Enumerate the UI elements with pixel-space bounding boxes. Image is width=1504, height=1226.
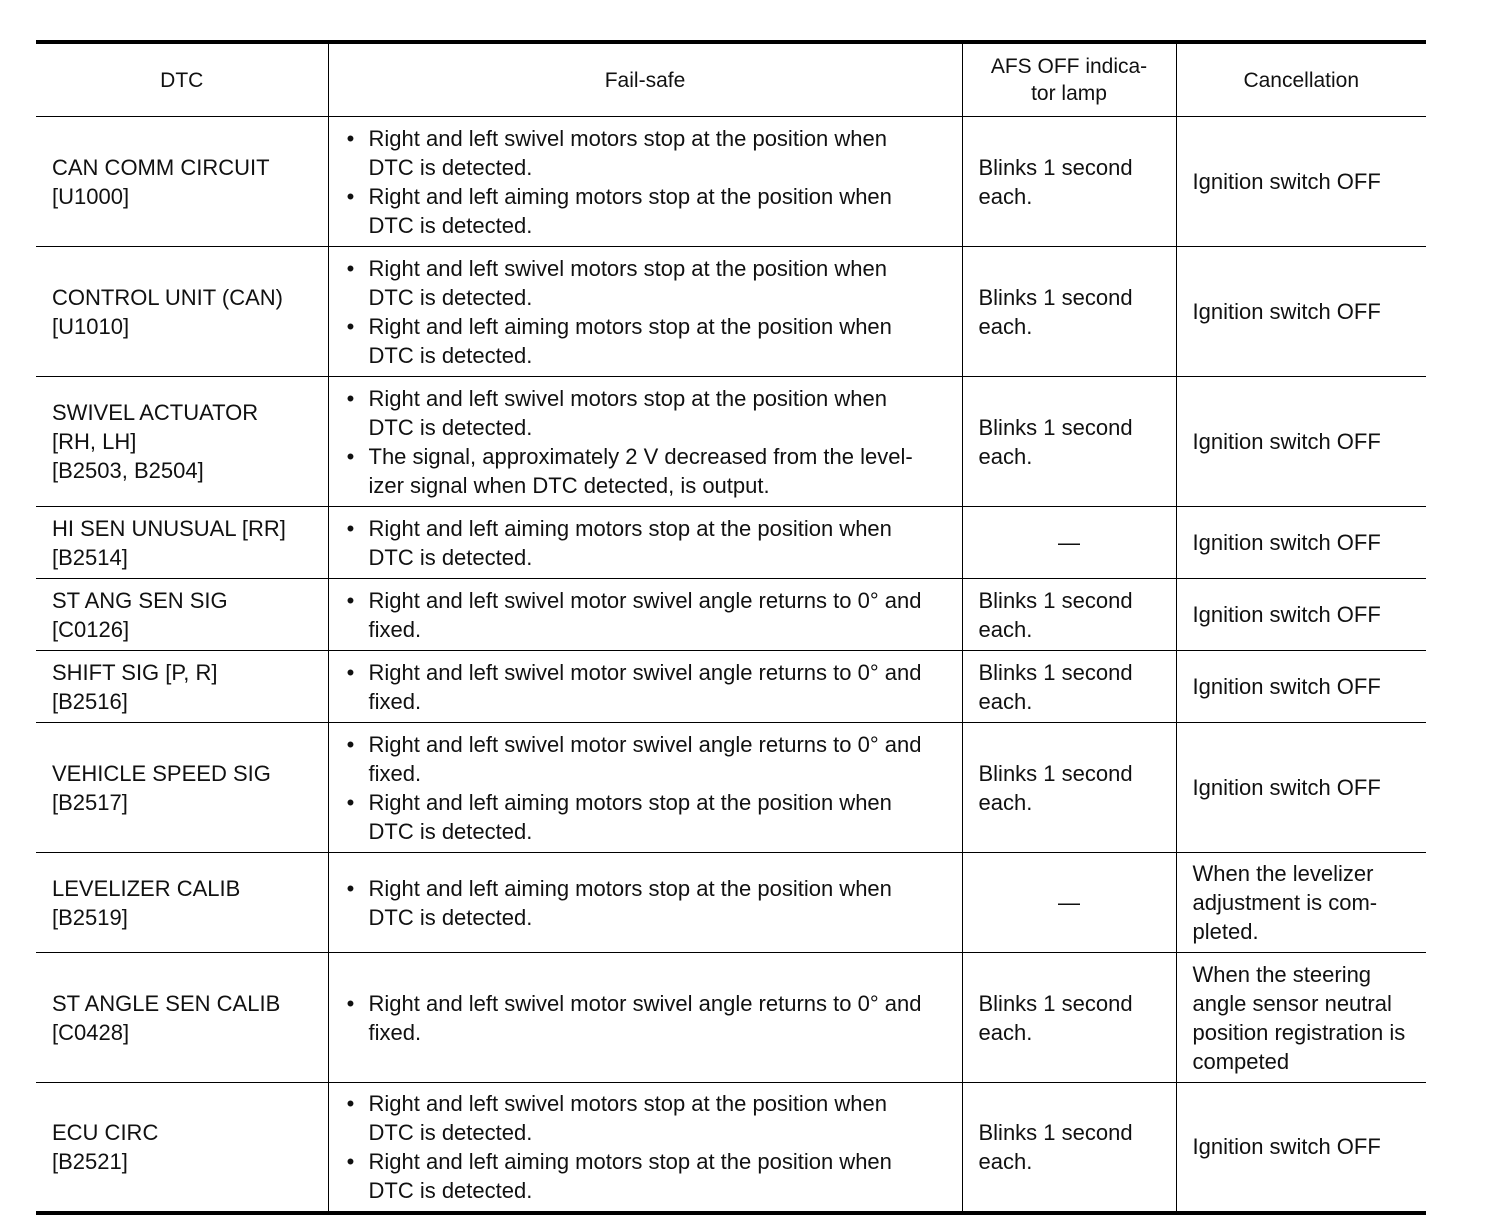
dtc-text: CAN COMM CIRCUIT <box>52 154 270 180</box>
failsafe-cell <box>328 377 962 507</box>
afs-indicator-text: each. <box>978 313 1033 339</box>
afs-indicator-text: — <box>1058 890 1080 915</box>
failsafe-item <box>343 730 954 788</box>
failsafe-text: izer signal when DTC detected, is output. <box>368 472 770 498</box>
failsafe-text: Right and left aiming motors stop at the position when <box>368 515 892 541</box>
cancellation-text: Ignition switch OFF <box>1192 674 1381 699</box>
afs-indicator-text: each. <box>978 183 1033 209</box>
failsafe-text: DTC is detected. <box>368 1119 533 1145</box>
afs-indicator-cell <box>962 507 1176 579</box>
table-body <box>36 117 1426 1213</box>
table-row <box>36 507 1426 579</box>
failsafe-cell <box>328 1083 962 1213</box>
afs-indicator-text: Blinks 1 second <box>978 154 1133 180</box>
dtc-cell <box>36 579 328 651</box>
dtc-cell <box>36 1083 328 1213</box>
cancellation-cell <box>1176 377 1426 507</box>
cancellation-text: When the levelizer <box>1192 861 1374 886</box>
failsafe-list <box>343 1089 954 1205</box>
dtc-text: [B2519] <box>52 904 128 930</box>
failsafe-item <box>343 1147 954 1205</box>
failsafe-text: Right and left swivel motor swivel angle returns to 0° and <box>368 587 922 613</box>
afs-indicator-text: each. <box>978 688 1033 714</box>
failsafe-text: Right and left swivel motor swivel angle returns to 0° and <box>368 990 922 1016</box>
dtc-text: [C0126] <box>52 616 130 642</box>
bullet-icon: • <box>346 255 355 281</box>
dtc-cell <box>36 117 328 247</box>
failsafe-text: Right and left aiming motors stop at the position when <box>368 313 892 339</box>
failsafe-cell <box>328 579 962 651</box>
table-row <box>36 117 1426 247</box>
cancellation-cell <box>1176 853 1426 953</box>
afs-indicator-cell <box>962 247 1176 377</box>
failsafe-text: Right and left swivel motors stop at the position when <box>368 1090 887 1116</box>
bullet-icon: • <box>346 313 355 339</box>
dtc-text: CONTROL UNIT (CAN) <box>52 284 283 310</box>
dtc-text: [U1000] <box>52 183 130 209</box>
failsafe-item <box>343 514 954 572</box>
afs-indicator-text: each. <box>978 1148 1033 1174</box>
cancellation-text: Ignition switch OFF <box>1192 299 1381 324</box>
bullet-icon: • <box>346 659 355 685</box>
table-row <box>36 723 1426 853</box>
cancellation-cell <box>1176 579 1426 651</box>
cancellation-cell <box>1176 953 1426 1083</box>
header-afs-line: tor lamp <box>1031 82 1107 105</box>
bullet-icon: • <box>346 875 355 901</box>
failsafe-text: DTC is detected. <box>368 284 533 310</box>
dtc-cell <box>36 507 328 579</box>
cancellation-cell <box>1176 117 1426 247</box>
cancellation-text: adjustment is com- <box>1192 890 1378 915</box>
table-row <box>36 247 1426 377</box>
cancellation-text: Ignition switch OFF <box>1192 602 1381 627</box>
afs-indicator-text: Blinks 1 second <box>978 659 1133 685</box>
failsafe-list <box>343 586 954 644</box>
afs-indicator-text: Blinks 1 second <box>978 990 1133 1016</box>
cancellation-text: Ignition switch OFF <box>1192 775 1381 800</box>
dtc-cell <box>36 723 328 853</box>
afs-indicator-text: Blinks 1 second <box>978 414 1133 440</box>
failsafe-item <box>343 124 954 182</box>
dtc-text: ECU CIRC <box>52 1119 159 1145</box>
header-failsafe: Fail-safe <box>328 42 962 117</box>
afs-indicator-cell <box>962 579 1176 651</box>
bullet-icon: • <box>346 731 355 757</box>
failsafe-cell <box>328 723 962 853</box>
afs-indicator-cell <box>962 953 1176 1083</box>
dtc-cell <box>36 247 328 377</box>
dtc-cell <box>36 377 328 507</box>
failsafe-list <box>343 989 954 1047</box>
cancellation-text: When the steering <box>1192 961 1372 987</box>
table-row <box>36 377 1426 507</box>
failsafe-list <box>343 124 954 240</box>
table-header <box>36 42 1426 117</box>
dtc-failsafe-table <box>36 40 1426 1215</box>
dtc-text: [B2514] <box>52 544 128 570</box>
table-row <box>36 853 1426 953</box>
failsafe-text: The signal, approximately 2 V decreased from the level- <box>368 443 913 469</box>
failsafe-item <box>343 442 954 500</box>
failsafe-text: DTC is detected. <box>368 154 533 180</box>
cancellation-text: Ignition switch OFF <box>1192 530 1381 555</box>
afs-indicator-text: Blinks 1 second <box>978 760 1133 786</box>
bullet-icon: • <box>346 515 355 541</box>
afs-indicator-cell <box>962 377 1176 507</box>
dtc-text: [B2517] <box>52 789 128 815</box>
failsafe-text: fixed. <box>368 616 422 642</box>
dtc-text: SHIFT SIG [P, R] <box>52 659 218 685</box>
cancellation-text: Ignition switch OFF <box>1192 1134 1381 1160</box>
dtc-text: [U1010] <box>52 313 130 339</box>
table-row <box>36 953 1426 1083</box>
header-row <box>36 42 1426 117</box>
failsafe-text: Right and left swivel motors stop at the position when <box>368 255 887 281</box>
dtc-text: [B2516] <box>52 688 128 714</box>
afs-indicator-cell <box>962 117 1176 247</box>
failsafe-text: Right and left swivel motors stop at the position when <box>368 125 887 151</box>
failsafe-item <box>343 874 954 932</box>
table-row <box>36 1083 1426 1213</box>
dtc-text: [B2521] <box>52 1148 128 1174</box>
afs-indicator-text: Blinks 1 second <box>978 587 1133 613</box>
afs-indicator-text: each. <box>978 1019 1033 1045</box>
afs-indicator-cell <box>962 1083 1176 1213</box>
cancellation-text: Ignition switch OFF <box>1192 169 1381 194</box>
afs-indicator-cell <box>962 853 1176 953</box>
failsafe-list <box>343 874 954 932</box>
bullet-icon: • <box>346 990 355 1016</box>
failsafe-text: Right and left swivel motors stop at the position when <box>368 385 887 411</box>
failsafe-item <box>343 658 954 716</box>
table-row <box>36 579 1426 651</box>
bullet-icon: • <box>346 443 355 469</box>
afs-indicator-cell <box>962 651 1176 723</box>
failsafe-text: Right and left aiming motors stop at the position when <box>368 875 892 901</box>
failsafe-cell <box>328 507 962 579</box>
failsafe-item <box>343 586 954 644</box>
failsafe-cell <box>328 247 962 377</box>
failsafe-item <box>343 788 954 846</box>
cancellation-text: position registration is <box>1192 1019 1406 1045</box>
failsafe-text: fixed. <box>368 688 422 714</box>
cancellation-text: competed <box>1192 1048 1290 1074</box>
failsafe-text: Right and left swivel motor swivel angle returns to 0° and <box>368 731 922 757</box>
failsafe-item <box>343 1089 954 1147</box>
afs-indicator-text: each. <box>978 443 1033 469</box>
bullet-icon: • <box>346 1148 355 1174</box>
dtc-cell <box>36 651 328 723</box>
failsafe-cell <box>328 953 962 1083</box>
failsafe-text: DTC is detected. <box>368 904 533 930</box>
afs-indicator-text: — <box>1058 530 1080 555</box>
dtc-cell <box>36 853 328 953</box>
dtc-text: SWIVEL ACTUATOR <box>52 400 259 425</box>
table-row <box>36 651 1426 723</box>
header-afs-line: AFS OFF indica- <box>990 55 1148 78</box>
failsafe-list <box>343 730 954 846</box>
failsafe-text: DTC is detected. <box>368 342 533 368</box>
cancellation-text: angle sensor neutral <box>1192 990 1392 1016</box>
dtc-text: HI SEN UNUSUAL [RR] <box>52 515 286 541</box>
failsafe-text: DTC is detected. <box>368 544 533 570</box>
afs-indicator-text: Blinks 1 second <box>978 284 1133 310</box>
cancellation-text: Ignition switch OFF <box>1192 429 1381 454</box>
failsafe-cell <box>328 117 962 247</box>
failsafe-list <box>343 658 954 716</box>
failsafe-text: fixed. <box>368 760 422 786</box>
failsafe-text: DTC is detected. <box>368 414 533 440</box>
failsafe-text: Right and left aiming motors stop at the position when <box>368 789 892 815</box>
dtc-text: [B2503, B2504] <box>52 458 204 483</box>
afs-indicator-cell <box>962 723 1176 853</box>
failsafe-text: DTC is detected. <box>368 1177 533 1203</box>
failsafe-item <box>343 182 954 240</box>
failsafe-text: Right and left aiming motors stop at the position when <box>368 183 892 209</box>
failsafe-cell <box>328 651 962 723</box>
bullet-icon: • <box>346 183 355 209</box>
header-dtc: DTC <box>36 42 328 117</box>
failsafe-text: DTC is detected. <box>368 818 533 844</box>
header-afs-off-indicator-lamp <box>962 42 1176 117</box>
bullet-icon: • <box>346 789 355 815</box>
cancellation-cell <box>1176 1083 1426 1213</box>
failsafe-list <box>343 254 954 370</box>
bullet-icon: • <box>346 385 355 411</box>
afs-indicator-text: each. <box>978 616 1033 642</box>
cancellation-cell <box>1176 247 1426 377</box>
afs-indicator-text: each. <box>978 789 1033 815</box>
failsafe-cell <box>328 853 962 953</box>
failsafe-text: Right and left swivel motor swivel angle returns to 0° and <box>368 659 922 685</box>
cancellation-text: pleted. <box>1192 919 1259 944</box>
afs-indicator-text: Blinks 1 second <box>978 1119 1133 1145</box>
failsafe-item <box>343 384 954 442</box>
dtc-text: LEVELIZER CALIB <box>52 875 241 901</box>
failsafe-text: DTC is detected. <box>368 212 533 238</box>
failsafe-item <box>343 312 954 370</box>
cancellation-cell <box>1176 723 1426 853</box>
failsafe-item <box>343 254 954 312</box>
bullet-icon: • <box>346 587 355 613</box>
dtc-text: [C0428] <box>52 1019 130 1045</box>
bullet-icon: • <box>346 1090 355 1116</box>
cancellation-cell <box>1176 507 1426 579</box>
cancellation-cell <box>1176 651 1426 723</box>
failsafe-list <box>343 384 954 500</box>
failsafe-list <box>343 514 954 572</box>
failsafe-text: Right and left aiming motors stop at the position when <box>368 1148 892 1174</box>
dtc-cell <box>36 953 328 1083</box>
dtc-text: ST ANGLE SEN CALIB <box>52 990 281 1016</box>
dtc-text: [RH, LH] <box>52 429 137 454</box>
dtc-text: ST ANG SEN SIG <box>52 587 228 613</box>
bullet-icon: • <box>346 125 355 151</box>
header-cancellation: Cancellation <box>1176 42 1426 117</box>
dtc-text: VEHICLE SPEED SIG <box>52 760 271 786</box>
failsafe-item <box>343 989 954 1047</box>
failsafe-text: fixed. <box>368 1019 422 1045</box>
